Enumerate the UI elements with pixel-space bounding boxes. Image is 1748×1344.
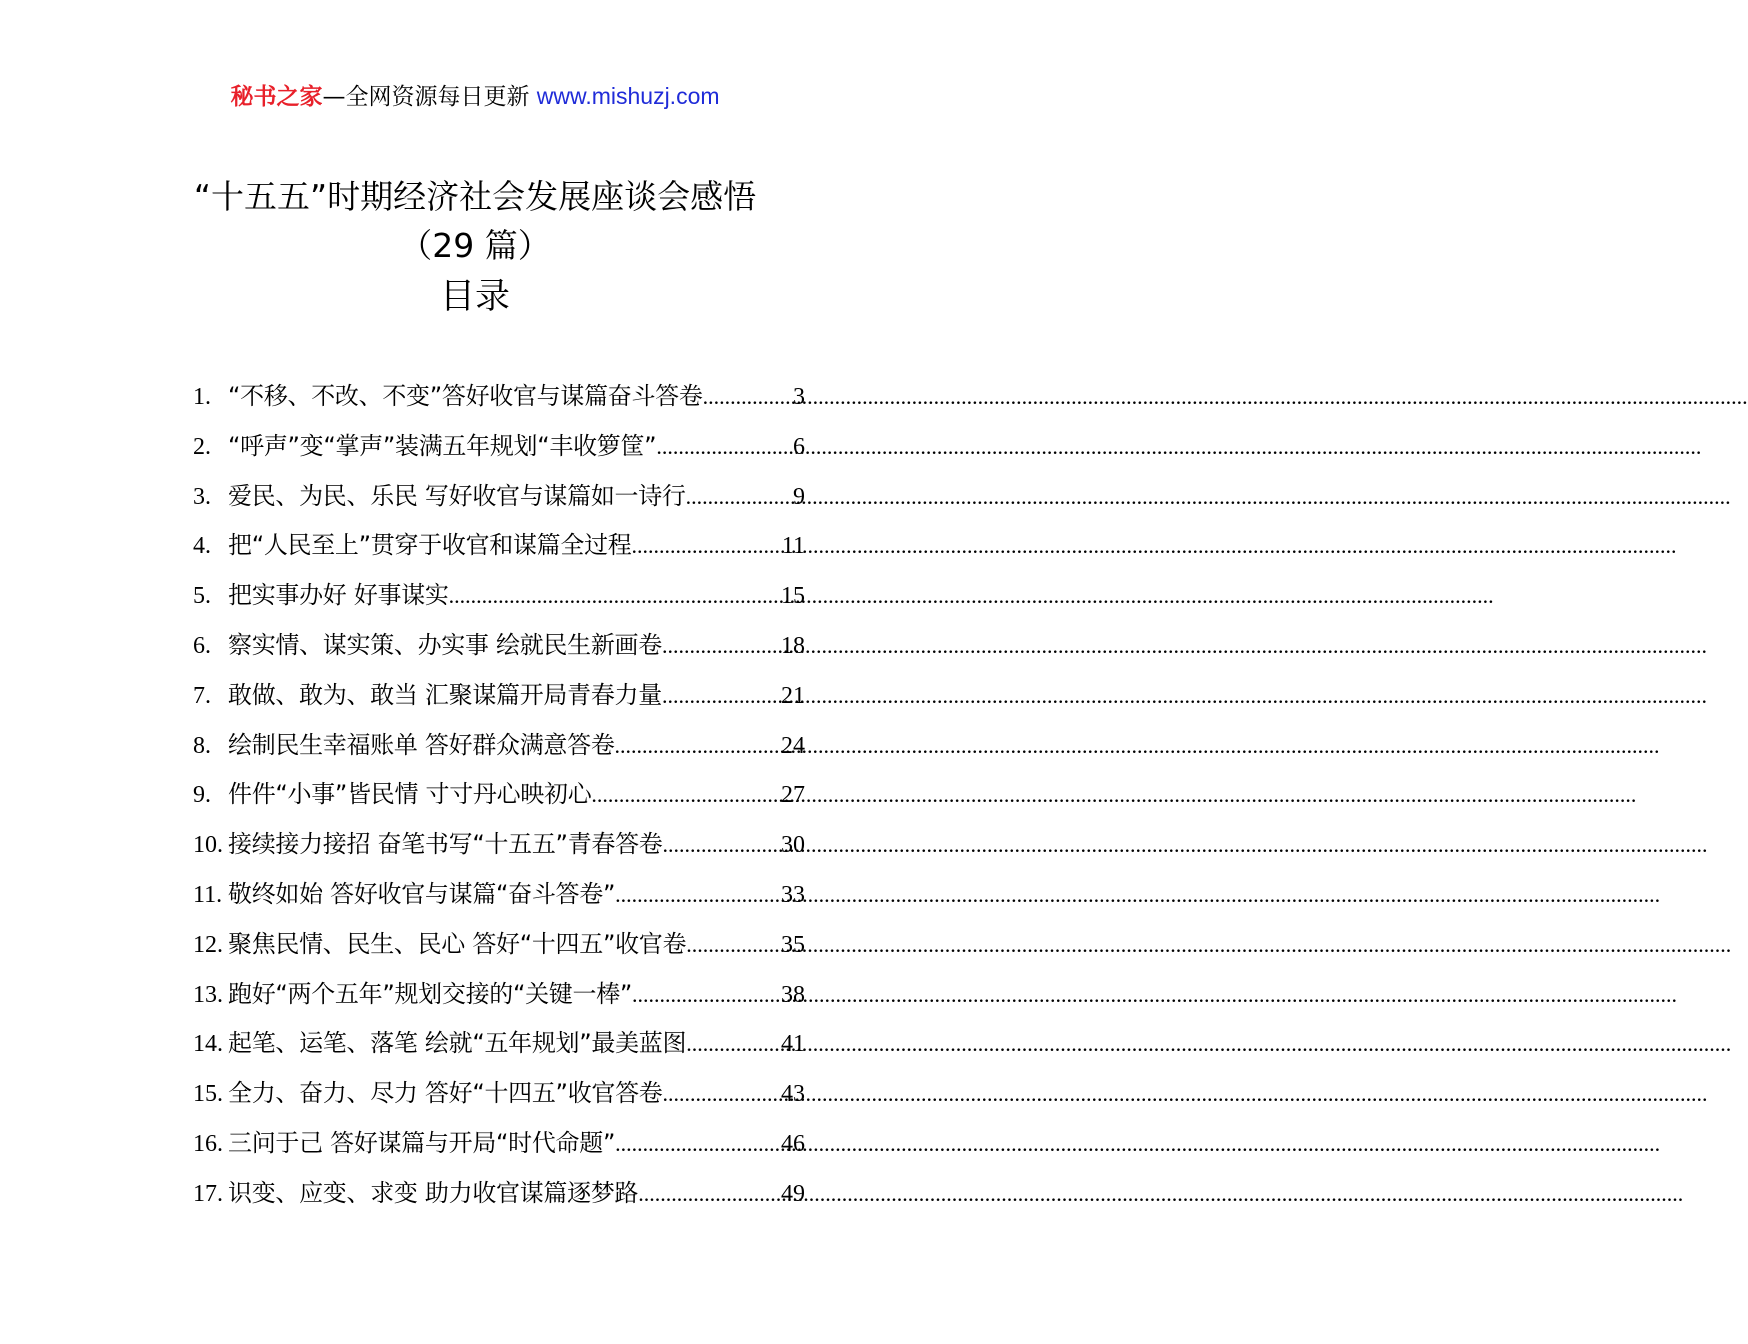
toc-entry-number: 2. bbox=[193, 433, 211, 460]
toc-entry-title: 敢做、敢为、敢当 汇聚谋篇开局青春力量 bbox=[228, 680, 662, 709]
toc-entry[interactable] bbox=[193, 770, 805, 820]
toc-entry-title: 起笔、运笔、落笔 绘就“五年规划”最美蓝图 bbox=[228, 1029, 687, 1058]
toc-entry[interactable] bbox=[193, 820, 805, 870]
toc-entry[interactable] bbox=[193, 721, 805, 771]
document-subtitle-count: （29 篇） bbox=[399, 226, 551, 265]
table-of-contents bbox=[193, 372, 805, 1219]
toc-entry-leader-dots bbox=[663, 1069, 782, 1119]
toc-entry-leader-dots bbox=[662, 621, 781, 671]
toc-entry-number: 3. bbox=[193, 483, 211, 510]
toc-entry-title: “呼声”变“掌声”装满五年规划“丰收箩筐” bbox=[228, 431, 657, 460]
document-title: “十五五”时期经济社会发展座谈会感悟 bbox=[193, 177, 757, 216]
toc-entry-title: “不移、不改、不变”答好收官与谋篇奋斗答卷 bbox=[228, 382, 703, 410]
toc-entry-title: 把实事办好 好事谋实 bbox=[228, 581, 449, 610]
toc-entry-leader-dots bbox=[662, 671, 781, 721]
toc-entry-title: 识变、应变、求变 助力收官谋篇逐梦路 bbox=[228, 1178, 639, 1207]
toc-entry[interactable] bbox=[193, 1069, 805, 1119]
toc-entry-number: 9. bbox=[193, 782, 211, 809]
toc-entry-title: 绘制民生幸福账单 答好群众满意答卷 bbox=[228, 730, 615, 759]
toc-entry-page-number: 27 bbox=[781, 782, 805, 809]
toc-entry-page-number: 43 bbox=[781, 1081, 805, 1108]
toc-entry-title: 把“人民至上”贯穿于收官和谋篇全过程 bbox=[228, 531, 632, 560]
toc-entry-leader-dots bbox=[686, 920, 781, 970]
toc-heading: 目录 bbox=[439, 277, 510, 317]
toc-entry-page-number: 15 bbox=[781, 583, 805, 610]
toc-entry-page-number: 35 bbox=[781, 931, 805, 958]
toc-entry-page-number: 3 bbox=[793, 384, 805, 410]
toc-entry-leader-dots bbox=[703, 372, 793, 422]
toc-entry-number: 5. bbox=[193, 583, 211, 610]
toc-entry[interactable] bbox=[193, 671, 805, 721]
toc-entry-number: 12. bbox=[193, 931, 223, 958]
toc-entry[interactable] bbox=[193, 621, 805, 671]
toc-entry-title: 爱民、为民、乐民 写好收官与谋篇如一诗行 bbox=[228, 481, 686, 510]
toc-entry[interactable] bbox=[193, 870, 805, 920]
toc-entry-leader-dots bbox=[615, 870, 781, 920]
toc-entry[interactable] bbox=[193, 472, 805, 522]
toc-entry-leader-dots bbox=[638, 1169, 781, 1219]
toc-entry-page-number: 33 bbox=[781, 881, 805, 908]
toc-entry-number: 15. bbox=[193, 1081, 223, 1108]
toc-entry-number: 6. bbox=[193, 632, 211, 659]
site-tagline: —全网资源每日更新 bbox=[322, 84, 537, 110]
toc-entry-page-number: 18 bbox=[781, 632, 805, 659]
toc-entry-page-number: 46 bbox=[781, 1130, 805, 1157]
toc-entry-page-number: 6 bbox=[793, 433, 805, 460]
toc-entry-number: 8. bbox=[193, 732, 211, 759]
toc-entry[interactable] bbox=[193, 521, 805, 571]
toc-entry-number: 10. bbox=[193, 832, 223, 859]
site-brand: 秘书之家 bbox=[230, 84, 323, 110]
toc-entry-page-number: 49 bbox=[781, 1180, 805, 1207]
site-url-link[interactable]: www.mishuzj.com bbox=[536, 83, 720, 109]
toc-entry-leader-dots bbox=[663, 820, 782, 870]
toc-entry[interactable] bbox=[193, 1119, 805, 1169]
toc-entry-leader-dots bbox=[591, 770, 781, 820]
toc-entry[interactable] bbox=[193, 372, 805, 422]
toc-entry-page-number: 11 bbox=[781, 533, 805, 560]
toc-entry[interactable] bbox=[193, 571, 805, 621]
toc-entry-number: 1. bbox=[193, 384, 211, 410]
toc-entry-number: 7. bbox=[193, 682, 211, 709]
toc-entry[interactable] bbox=[193, 920, 805, 970]
toc-entry-page-number: 9 bbox=[793, 483, 805, 510]
toc-entry-title: 三问于己 答好谋篇与开局“时代命题” bbox=[228, 1128, 616, 1157]
toc-entry[interactable] bbox=[193, 422, 805, 472]
toc-entry-page-number: 30 bbox=[781, 832, 805, 859]
toc-entry[interactable] bbox=[193, 1019, 805, 1069]
toc-entry-title: 跑好“两个五年”规划交接的“关键一棒” bbox=[228, 979, 633, 1008]
toc-entry[interactable] bbox=[193, 1169, 805, 1219]
toc-entry-leader-dots bbox=[449, 571, 781, 621]
toc-entry-title: 察实情、谋实策、办实事 绘就民生新画卷 bbox=[228, 630, 662, 659]
toc-entry-page-number: 41 bbox=[781, 1031, 805, 1058]
toc-entry-leader-dots bbox=[615, 721, 781, 771]
toc-entry-title: 敬终如始 答好收官与谋篇“奋斗答卷” bbox=[228, 879, 616, 908]
site-header bbox=[0, 80, 950, 113]
toc-entry-leader-dots bbox=[656, 422, 793, 472]
toc-entry-title: 聚焦民情、民生、民心 答好“十四五”收官卷 bbox=[228, 929, 687, 958]
toc-entry-number: 4. bbox=[193, 533, 211, 560]
toc-entry-page-number: 38 bbox=[781, 981, 805, 1008]
toc-entry-title: 件件“小事”皆民情 寸寸丹心映初心 bbox=[228, 780, 592, 809]
toc-entry-leader-dots bbox=[686, 472, 793, 522]
toc-entry-page-number: 21 bbox=[781, 682, 805, 709]
toc-entry-number: 14. bbox=[193, 1031, 223, 1058]
toc-entry-number: 13. bbox=[193, 981, 223, 1008]
toc-entry-leader-dots bbox=[631, 521, 781, 571]
toc-entry-leader-dots bbox=[632, 970, 781, 1020]
toc-entry-number: 17. bbox=[193, 1180, 223, 1207]
toc-entry-title: 全力、奋力、尽力 答好“十四五”收官答卷 bbox=[228, 1079, 663, 1108]
toc-entry[interactable] bbox=[193, 970, 805, 1020]
toc-entry-number: 16. bbox=[193, 1130, 223, 1157]
toc-entry-leader-dots bbox=[615, 1119, 781, 1169]
toc-entry-leader-dots bbox=[686, 1019, 781, 1069]
toc-entry-page-number: 24 bbox=[781, 732, 805, 759]
toc-entry-number: 11. bbox=[193, 881, 223, 908]
toc-entry-title: 接续接力接招 奋笔书写“十五五”青春答卷 bbox=[228, 830, 663, 859]
